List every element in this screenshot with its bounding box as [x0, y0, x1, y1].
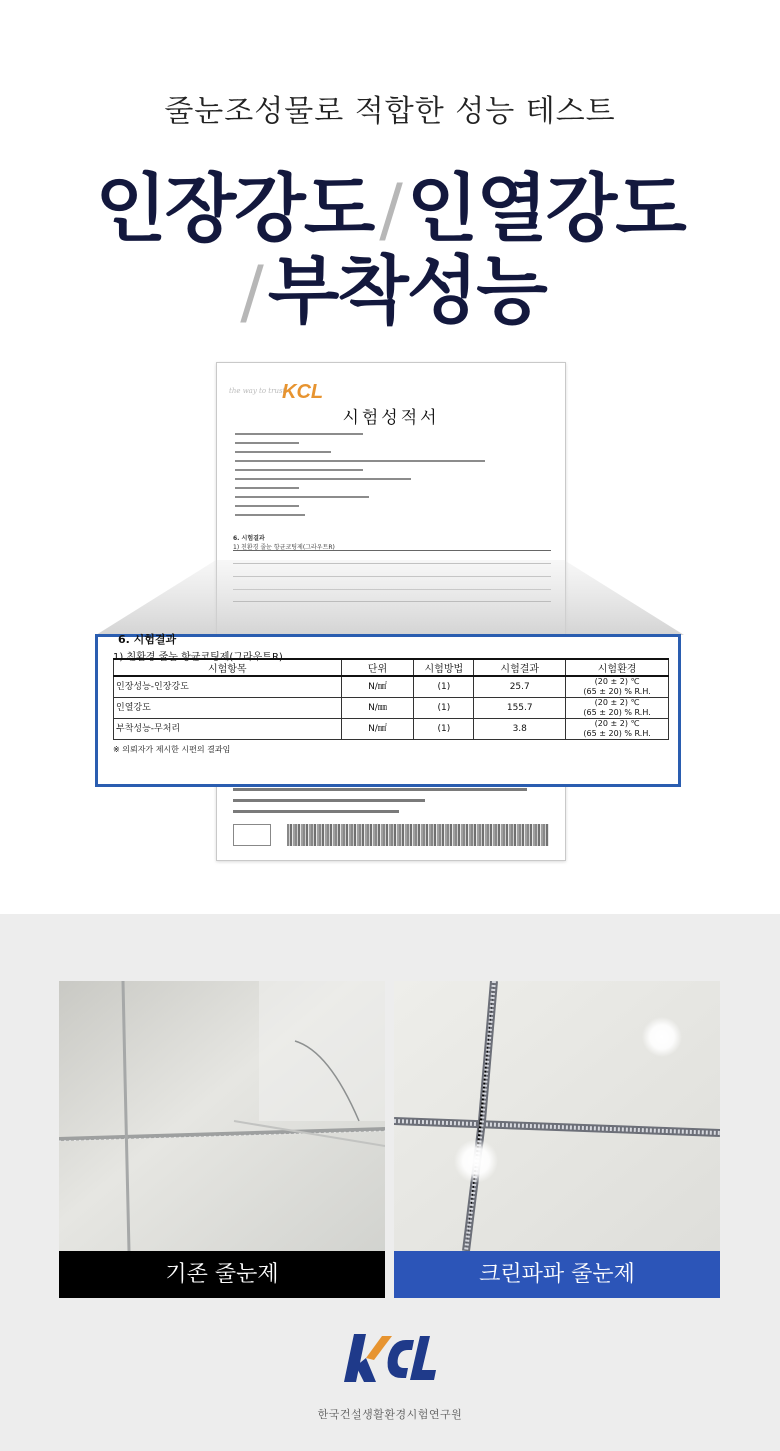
- headline-line-2: [0, 232, 780, 338]
- result: 155.7: [474, 698, 566, 719]
- results-zoom-box: [95, 634, 681, 787]
- existing-grout-caption: 기존 줄눈제: [59, 1251, 385, 1298]
- tensile-strength-text: 인장강도: [95, 166, 374, 252]
- document-section-sub: 1) 친환경 줄눈 항균코팅제(그라우트R): [233, 544, 335, 551]
- header-result: 시험결과: [474, 659, 566, 676]
- environment: (20 ± 2) ℃ (65 ± 20) % R.H.: [566, 719, 669, 740]
- method: (1): [414, 719, 474, 740]
- header-unit: 단위: [341, 659, 414, 676]
- existing-grout-photo: [59, 981, 385, 1251]
- result: 25.7: [474, 676, 566, 698]
- slash-divider: /: [379, 169, 401, 251]
- results-section-subtitle: 1) 친환경 줄눈 항균코팅제(그라우트R): [113, 652, 283, 663]
- header-environment: 시험환경: [566, 659, 669, 676]
- slash-divider: /: [240, 251, 262, 333]
- kcl-logo-small: KCL: [282, 381, 324, 403]
- table-row: [114, 698, 669, 719]
- environment: (20 ± 2) ℃ (65 ± 20) % R.H.: [566, 676, 669, 698]
- document-title: 시험성적서: [342, 408, 440, 428]
- unit: N/㎜: [341, 698, 414, 719]
- unit: N/㎟: [341, 719, 414, 740]
- kcl-logo-icon: [342, 1326, 438, 1390]
- header-test-item: 시험항목: [114, 659, 342, 676]
- method: (1): [414, 698, 474, 719]
- results-table-header: [114, 659, 669, 676]
- test-item: 인장성능-인장강도: [114, 676, 342, 698]
- method: (1): [414, 676, 474, 698]
- unit: N/㎟: [341, 676, 414, 698]
- document-section: 6. 시험결과: [233, 535, 265, 542]
- environment: (20 ± 2) ℃ (65 ± 20) % R.H.: [566, 698, 669, 719]
- report-info-lines: [235, 433, 555, 523]
- tear-strength-text: 인열강도: [406, 166, 685, 252]
- kcl-logo: [0, 1326, 780, 1394]
- kcl-tagline: the way to trust: [229, 387, 286, 395]
- kcl-org-name: 한국건설생활환경시험연구원: [317, 1408, 463, 1421]
- test-item: 부착성능-무처리: [114, 719, 342, 740]
- table-row: [114, 676, 669, 698]
- adhesion-text: 부착성능: [267, 248, 546, 334]
- header-method: 시험방법: [414, 659, 474, 676]
- cleanpapa-grout-photo: [394, 981, 720, 1251]
- results-note: ※ 의뢰자가 제시한 시편의 결과임: [113, 745, 231, 754]
- stamp-box: [233, 824, 271, 846]
- subtitle: 줄눈조성물로 적합한 성능 테스트: [164, 94, 616, 129]
- result: 3.8: [474, 719, 566, 740]
- cleanpapa-grout-caption: 크린파파 줄눈제: [394, 1251, 720, 1298]
- barcode-strip: [287, 824, 549, 846]
- results-table: [113, 658, 669, 740]
- document-footer-lines: [233, 788, 553, 821]
- zoom-connector: [96, 560, 684, 635]
- test-item: 인열강도: [114, 698, 342, 719]
- results-section-title: 6. 시험결과: [118, 633, 177, 646]
- table-row: [114, 719, 669, 740]
